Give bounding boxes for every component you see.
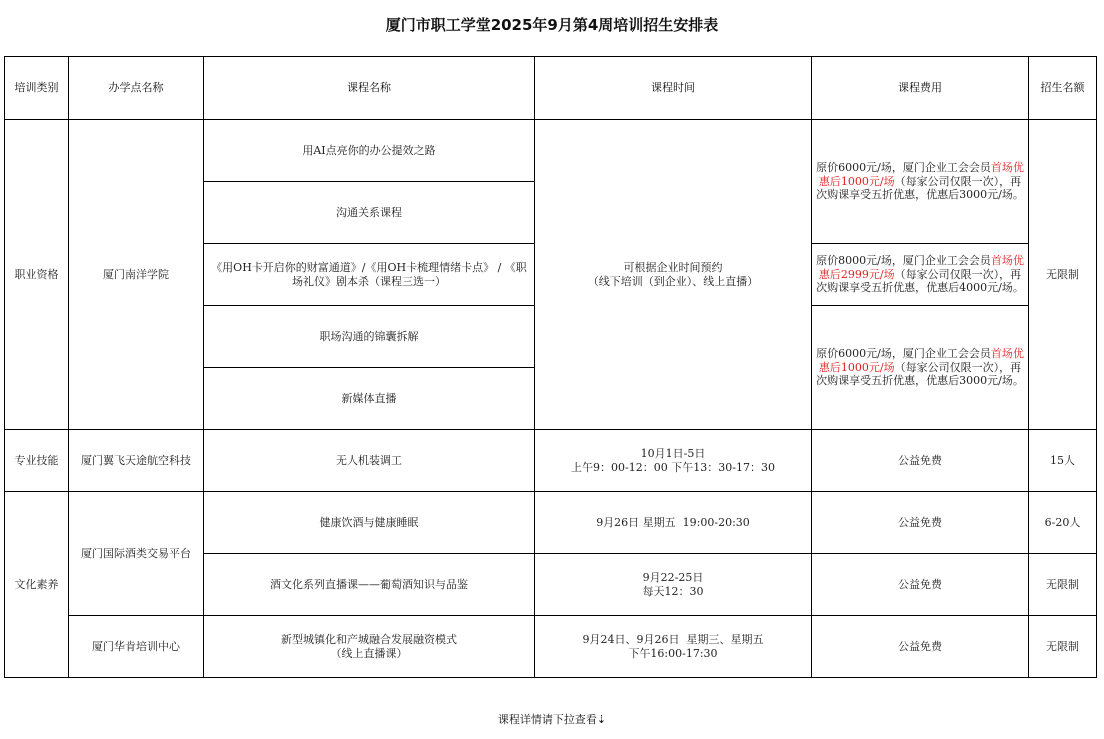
time-line: 9月22-25日 xyxy=(642,570,704,584)
fee-cell xyxy=(812,120,1029,244)
header-course: 课程名称 xyxy=(204,57,535,120)
category-cell: 文化素养 xyxy=(5,492,69,678)
quota-cell: 6-20人 xyxy=(1029,492,1097,554)
time-cell xyxy=(535,430,812,492)
time-line: 9月24日、9月26日 星期三、星期五 xyxy=(582,632,764,646)
fee-text: 原价6000元/场，厦门企业工会会员 xyxy=(816,161,991,175)
fee-cell: 公益免费 xyxy=(812,492,1029,554)
time-line: 10月1日-5日 xyxy=(640,446,706,460)
course-cell: 酒文化系列直播课——葡萄酒知识与品鉴 xyxy=(204,554,535,616)
fee-cell xyxy=(812,244,1029,306)
time-line: （线下培训（到企业）、线上直播） xyxy=(587,274,759,288)
quota-cell: 无限制 xyxy=(1029,554,1097,616)
time-line: 下午16:00-17:30 xyxy=(628,646,718,660)
school-cell: 厦门翼飞天途航空科技 xyxy=(69,430,204,492)
course-cell: 健康饮酒与健康睡眠 xyxy=(204,492,535,554)
category-cell: 职业资格 xyxy=(5,120,69,430)
school-cell: 厦门华肯培训中心 xyxy=(69,616,204,678)
fee-cell: 公益免费 xyxy=(812,616,1029,678)
fee-text: 原价8000元/场，厦门企业工会会员 xyxy=(816,254,991,268)
course-line: 新型城镇化和产城融合发展融资模式 xyxy=(281,632,457,646)
table-row xyxy=(5,430,1097,492)
time-cell: 9月26日 星期五 19:00-20:30 xyxy=(535,492,812,554)
header-category: 培训类别 xyxy=(5,57,69,120)
fee-text: （每家公司仅限一次），再次购课享受五折优惠，优惠后3000元/场。 xyxy=(816,174,1024,202)
quota-cell: 15人 xyxy=(1029,430,1097,492)
fee-text: （每家公司仅限一次），再次购课享受五折优惠，优惠后4000元/场。 xyxy=(816,267,1024,295)
fee-discount-text: 首场优惠后1000元/场 xyxy=(818,347,1024,374)
schedule-table xyxy=(4,56,1097,678)
header-school: 办学点名称 xyxy=(69,57,204,120)
time-cell xyxy=(535,616,812,678)
course-cell: 职场沟通的锦囊拆解 xyxy=(204,306,535,368)
category-cell: 专业技能 xyxy=(5,430,69,492)
time-line: 上午9：00-12：00 下午13：30-17：30 xyxy=(571,460,775,474)
table-row xyxy=(5,120,1097,182)
time-cell xyxy=(535,120,812,430)
quota-cell: 无限制 xyxy=(1029,120,1097,430)
quota-cell: 无限制 xyxy=(1029,616,1097,678)
fee-text: 原价6000元/场，厦门企业工会会员 xyxy=(816,347,991,361)
fee-discount-text: 首场优惠后2999元/场 xyxy=(818,254,1024,281)
table-row xyxy=(5,616,1097,678)
time-cell xyxy=(535,554,812,616)
fee-cell: 公益免费 xyxy=(812,554,1029,616)
scroll-hint: 课程详情请下拉查看⇣ xyxy=(497,713,607,726)
course-cell: 无人机装调工 xyxy=(204,430,535,492)
fee-text: （每家公司仅限一次），再次购课享受五折优惠，优惠后3000元/场。 xyxy=(816,360,1024,388)
course-cell: 《用OH卡开启你的财富通道》/《用OH卡梳理情绪卡点》 / 《职场礼仪》剧本杀（课程三选一） xyxy=(204,244,535,306)
header-fee: 课程费用 xyxy=(812,57,1029,120)
table-row xyxy=(5,492,1097,554)
fee-cell: 公益免费 xyxy=(812,430,1029,492)
fee-discount-text: 首场优惠后1000元/场 xyxy=(818,161,1024,188)
time-line: 每天12：30 xyxy=(642,584,704,598)
page-title: 厦门市职工学堂2025年9月第4周培训招生安排表 xyxy=(385,16,719,34)
course-line: （线上直播课） xyxy=(330,646,408,660)
header-time: 课程时间 xyxy=(535,57,812,120)
school-cell: 厦门南洋学院 xyxy=(69,120,204,430)
course-cell: 沟通关系课程 xyxy=(204,182,535,244)
school-cell: 厦门国际酒类交易平台 xyxy=(69,492,204,616)
header-quota: 招生名额 xyxy=(1029,57,1097,120)
fee-cell xyxy=(812,306,1029,430)
course-cell: 新媒体直播 xyxy=(204,368,535,430)
course-cell xyxy=(204,616,535,678)
course-cell: 用AI点亮你的办公提效之路 xyxy=(204,120,535,182)
table-header-row xyxy=(5,57,1097,120)
time-line: 可根据企业时间预约 xyxy=(623,260,723,274)
